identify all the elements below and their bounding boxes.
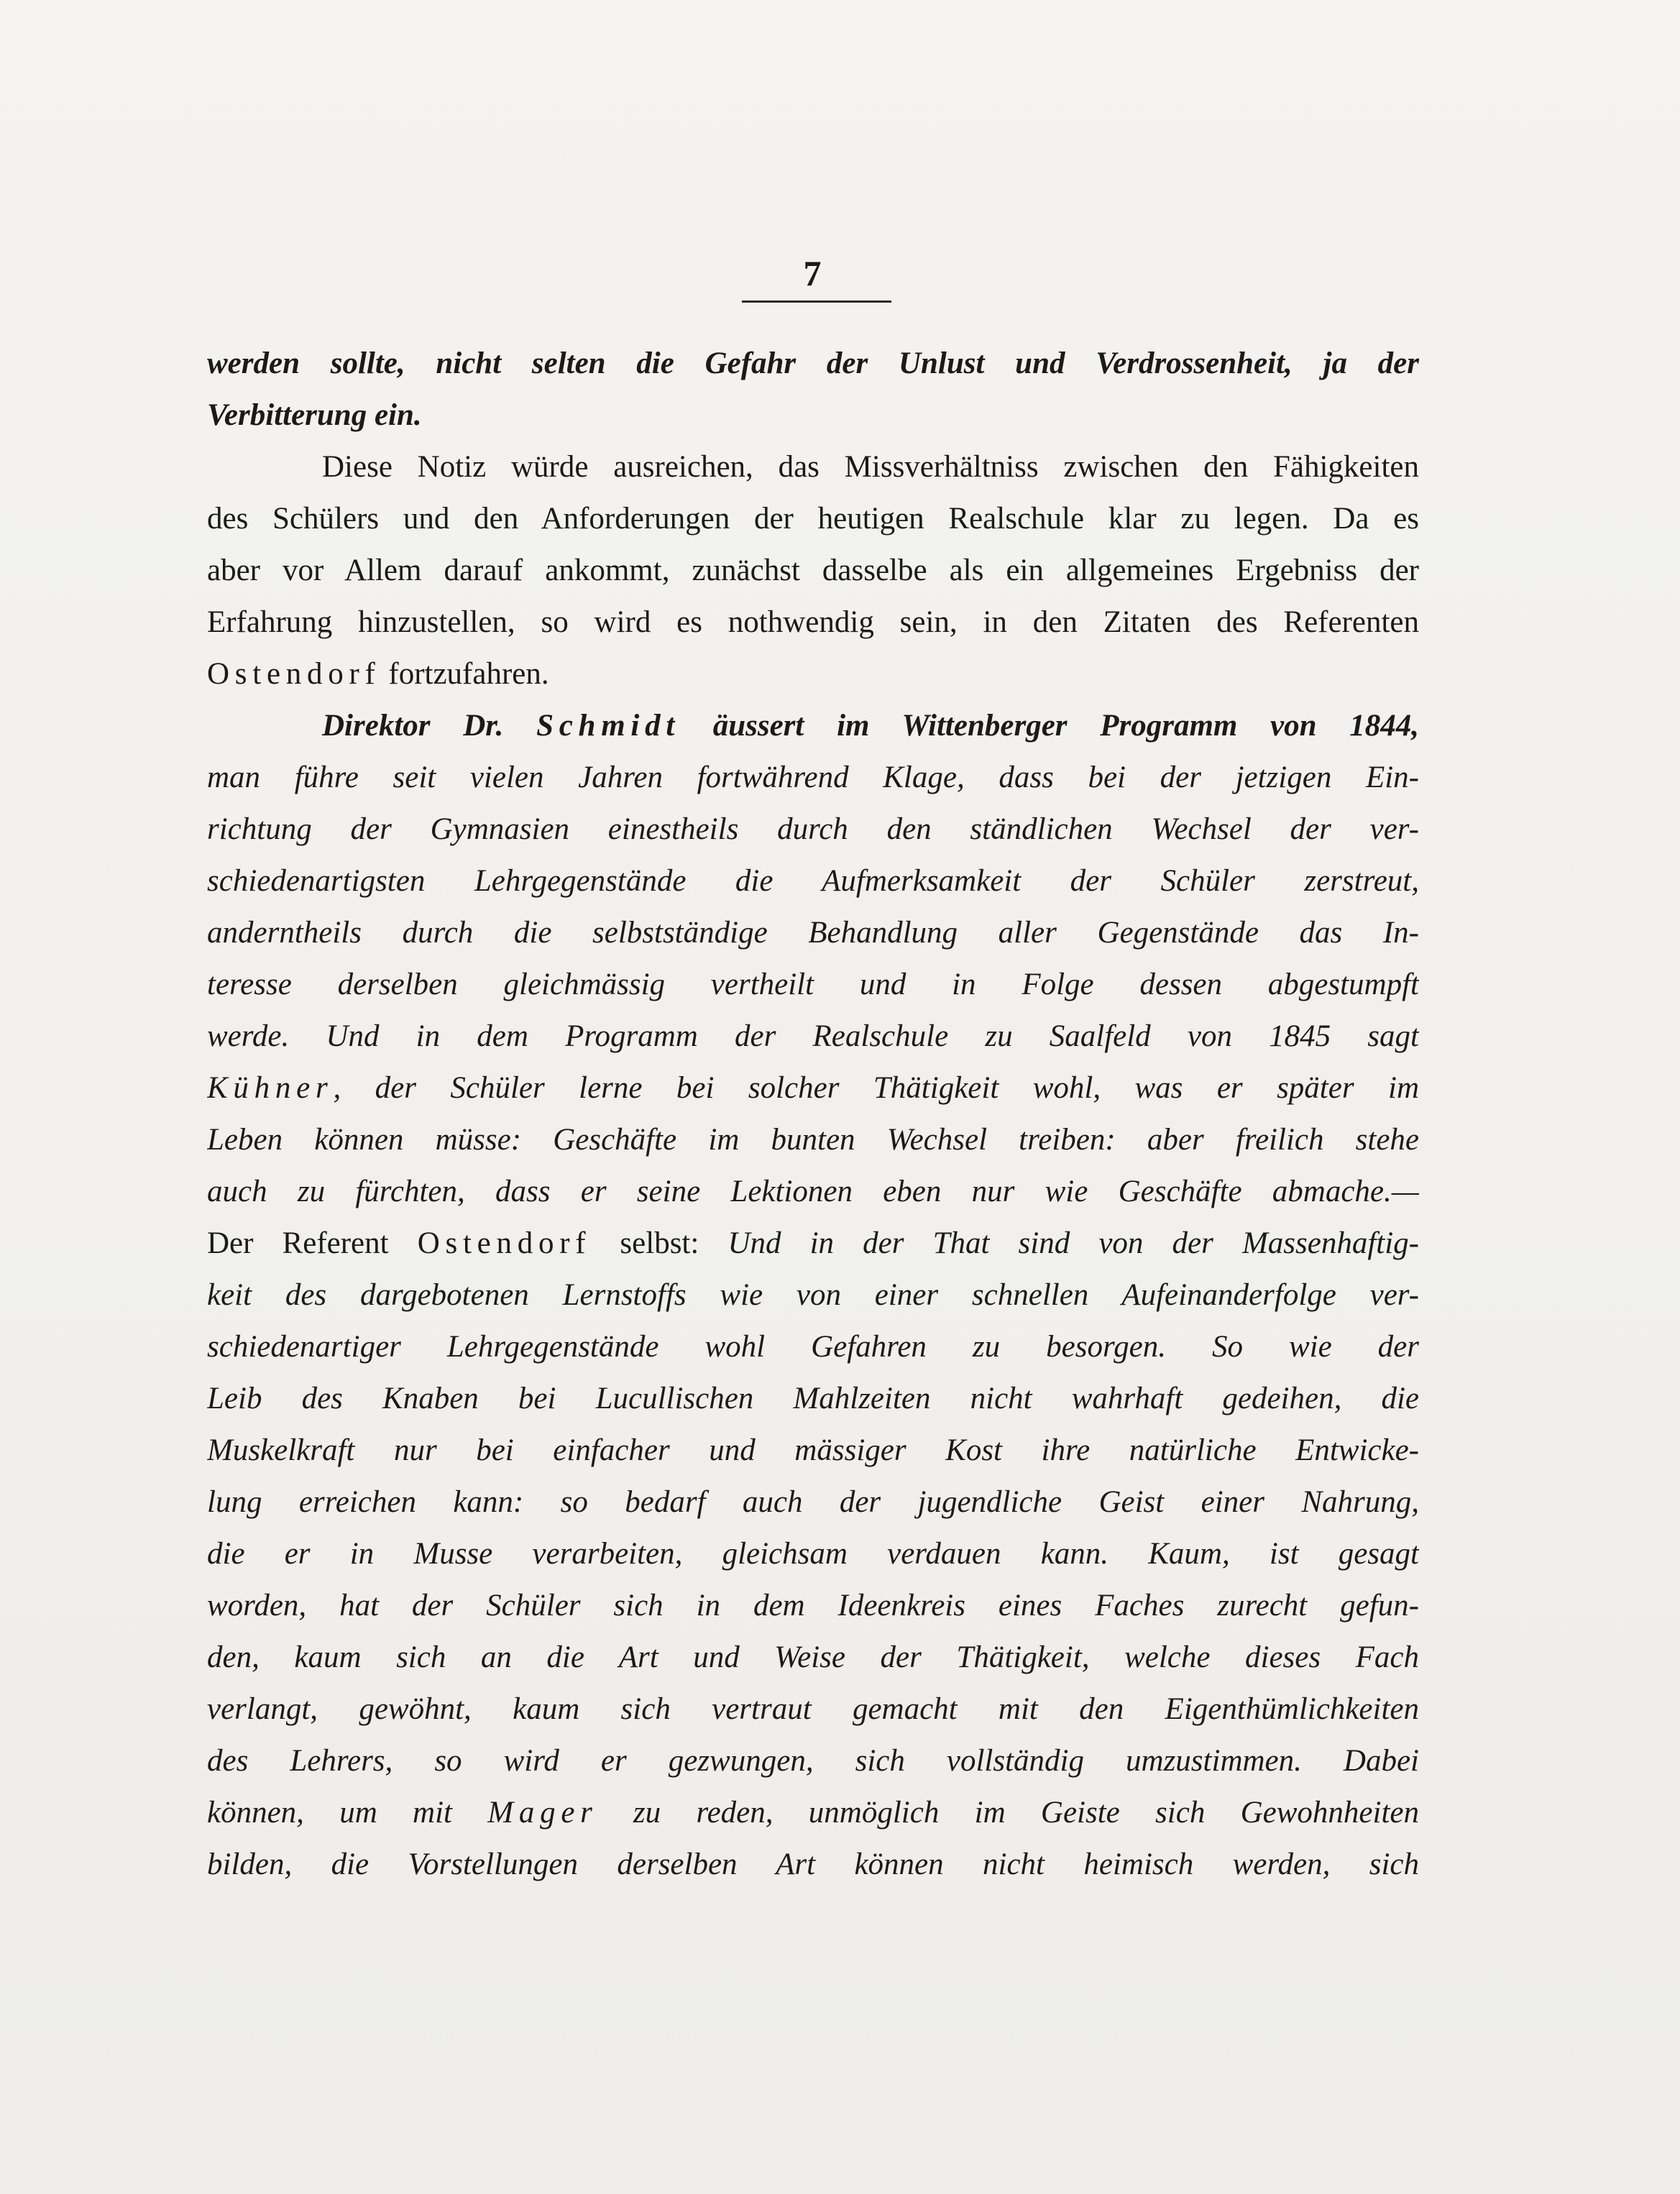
text-line xyxy=(207,390,1419,441)
text-line xyxy=(207,493,1419,545)
text-segment: richtung der Gymnasien einestheils durch den ständlichen Wechsel der ver- xyxy=(207,812,1419,846)
text-line xyxy=(207,752,1419,804)
text-line xyxy=(207,1684,1419,1735)
text-line xyxy=(207,1632,1419,1684)
text-line xyxy=(207,700,1419,752)
text-line xyxy=(207,545,1419,597)
text-line xyxy=(207,855,1419,907)
text-segment: aber vor Allem darauf ankommt, zunächst dasselbe als ein allgemeines Ergebniss der xyxy=(207,554,1419,587)
text-segment: , der Schüler lerne bei solcher Thätigkeit wohl, was er später im xyxy=(333,1071,1419,1105)
text-segment: zu reden, unmöglich im Geiste sich Gewohnheiten xyxy=(597,1796,1419,1830)
text-segment: Kühner xyxy=(207,1071,334,1105)
text-line xyxy=(207,1218,1419,1270)
text-segment: worden, hat der Schüler sich in dem Ideenkreis eines Faches zurecht gefun- xyxy=(207,1589,1419,1622)
text-segment: den, kaum sich an die Art und Weise der Thätigkeit, welche dieses Fach xyxy=(207,1640,1419,1674)
text-line xyxy=(207,959,1419,1011)
text-segment: Direktor Dr. xyxy=(322,709,537,743)
text-line xyxy=(207,1787,1419,1839)
text-line xyxy=(207,1580,1419,1632)
text-segment: werden sollte, nicht selten die Gefahr der Unlust und Verdrossenheit, ja der xyxy=(207,346,1419,380)
text-segment: Und in der That sind von der Massenhaftig- xyxy=(727,1226,1419,1260)
text-line xyxy=(207,1062,1419,1114)
text-segment: Ostendorf xyxy=(417,1226,592,1260)
text-segment: keit des dargebotenen Lernstoffs wie von einer schnellen Aufeinanderfolge ver- xyxy=(207,1278,1419,1312)
text-segment: des Lehrers, so wird er gezwungen, sich vollständig umzustimmen. Dabei xyxy=(207,1744,1419,1778)
text-line xyxy=(207,1373,1419,1425)
text-segment: Der Referent xyxy=(207,1226,418,1260)
text-segment: die er in Musse verarbeiten, gleichsam verdauen kann. Kaum, ist gesagt xyxy=(207,1537,1419,1571)
text-segment: Leben können müsse: Geschäfte im bunten Wechsel treiben: aber freilich stehe xyxy=(207,1123,1419,1157)
text-segment: auch zu fürchten, dass er seine Lektionen eben nur wie Geschäfte abmache.— xyxy=(207,1175,1419,1208)
text-segment: Mager xyxy=(487,1796,598,1830)
text-line xyxy=(207,1839,1419,1891)
text-line xyxy=(207,804,1419,855)
text-line xyxy=(207,1425,1419,1477)
text-segment: des Schülers und den Anforderungen der heutigen Realschule klar zu legen. Da es xyxy=(207,502,1419,536)
text-line xyxy=(207,1114,1419,1166)
text-segment: Erfahrung hinzustellen, so wird es nothwendig sein, in den Zitaten des Referenten xyxy=(207,605,1419,639)
text-segment: Diese Notiz würde ausreichen, das Missverhältniss zwischen den Fähigkeiten xyxy=(322,450,1419,484)
text-line xyxy=(207,441,1419,493)
text-segment: schiedenartiger Lehrgegenstände wohl Gefahren zu besorgen. So wie der xyxy=(207,1330,1419,1364)
text-line xyxy=(207,1477,1419,1528)
page-number-rule xyxy=(742,300,891,303)
text-segment: werde. Und in dem Programm der Realschule zu Saalfeld von 1845 sagt xyxy=(207,1019,1419,1053)
text-segment: anderntheils durch die selbstständige Behandlung aller Gegenstände das In- xyxy=(207,916,1419,950)
text-segment: äussert im Wittenberger Programm von 1844, xyxy=(680,709,1419,743)
text-segment: lung erreichen kann: so bedarf auch der jugendliche Geist einer Nahrung, xyxy=(207,1485,1419,1519)
text-line xyxy=(207,907,1419,959)
text-line xyxy=(207,1735,1419,1787)
text-line xyxy=(207,1270,1419,1321)
text-segment: Leib des Knaben bei Lucullischen Mahlzeiten nicht wahrhaft gedeihen, die xyxy=(207,1382,1419,1415)
text-line xyxy=(207,338,1419,390)
body-text xyxy=(207,338,1419,1891)
text-line xyxy=(207,1321,1419,1373)
text-segment: fortzufahren. xyxy=(380,657,549,691)
text-segment: bilden, die Vorstellungen derselben Art können nicht heimisch werden, sich xyxy=(207,1848,1419,1881)
text-segment: können, um mit xyxy=(207,1796,488,1830)
text-segment: Muskelkraft nur bei einfacher und mässiger Kost ihre natürliche Entwicke- xyxy=(207,1433,1419,1467)
text-line xyxy=(207,1011,1419,1062)
text-line xyxy=(207,648,1419,700)
text-segment: Verbitterung ein. xyxy=(207,398,422,432)
text-segment: Ostendorf xyxy=(207,657,381,691)
text-segment: schiedenartigsten Lehrgegenstände die Aufmerksamkeit der Schüler zerstreut, xyxy=(207,864,1419,898)
text-segment: verlangt, gewöhnt, kaum sich vertraut gemacht mit den Eigenthümlichkeiten xyxy=(207,1692,1419,1726)
text-line xyxy=(207,1528,1419,1580)
text-segment: teresse derselben gleichmässig vertheilt und in Folge dessen abgestumpft xyxy=(207,968,1419,1001)
text-line xyxy=(207,597,1419,648)
text-segment: selbst: xyxy=(591,1226,728,1260)
text-segment: Schmidt xyxy=(536,709,681,743)
text-line xyxy=(207,1166,1419,1218)
text-segment: man führe seit vielen Jahren fortwährend Klage, dass bei der jetzigen Ein- xyxy=(207,761,1419,794)
page-number: 7 xyxy=(803,253,822,293)
